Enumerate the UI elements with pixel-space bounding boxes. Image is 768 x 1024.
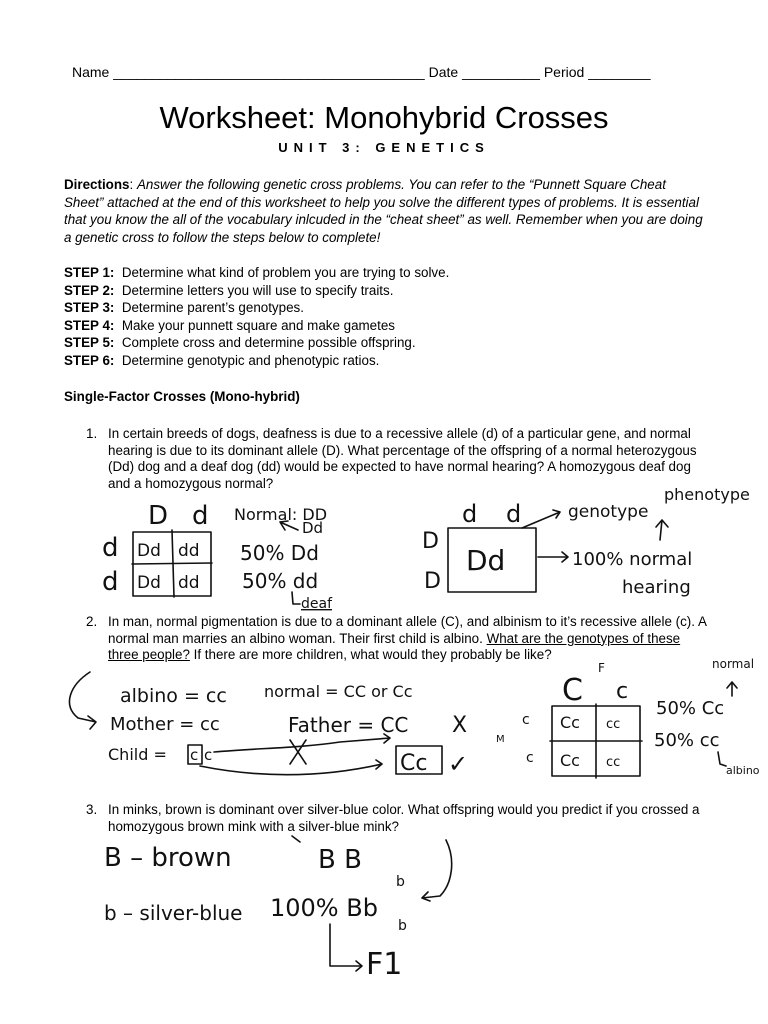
directions-text: Answer the following genetic cross problems. You can refer to the “Punnett Square Cheat Sheet” attached at the end of this worksheet to help you solve the different types of problems. It is essential that you know the all of the vocabulary inlcuded in the “cheat sheet” as well. Remember when you are doing a genetic cross to follow the steps below to complete! xyxy=(64,177,703,245)
q1-result-2: hearing xyxy=(622,577,691,598)
question-2 xyxy=(86,614,708,664)
q2-bracket-arrow xyxy=(69,672,96,729)
q3-b2: b xyxy=(398,918,407,934)
q2-answer: Cc xyxy=(400,751,428,776)
step-label: STEP 4: xyxy=(64,317,115,333)
q3-silver: b – silver-blue xyxy=(104,901,243,925)
steps-list xyxy=(64,264,449,370)
question-text: In certain breeds of dogs, deafness is due to a recessive allele (d) of a particular gene, and normal hearing is due to its dominant allele (D). What percentage of the offspring of a normal heterozygous (Dd) dog and a deaf dog (dd) would be expected to have normal hearing? A homozygous deaf dog and a homozygous normal? xyxy=(108,426,697,491)
question-text-part: If there are more children, what would they probably be like? xyxy=(189,647,552,663)
step-text: Complete cross and determine possible offspring. xyxy=(121,335,416,351)
period-label: Period xyxy=(543,64,585,80)
step-2 xyxy=(64,282,449,300)
q1-normal-note-sub: Dd xyxy=(302,519,324,537)
section-title: Single-Factor Crosses (Mono-hybrid) xyxy=(64,389,300,404)
q1-top-allele: d xyxy=(192,501,209,531)
q1-cell: Dd xyxy=(137,573,161,593)
q1-cell: Dd xyxy=(137,541,161,561)
q1-square2-top-allele: d xyxy=(506,500,522,528)
q1-phenotype-arrow xyxy=(656,520,668,540)
q2-albino-note: albino xyxy=(726,764,760,777)
q1-square2-cell: Dd xyxy=(466,544,506,577)
q2-normal: normal = CC or Cc xyxy=(264,682,413,701)
step-1 xyxy=(64,264,449,282)
q3-top-alleles: B B xyxy=(318,845,362,875)
q2-child-tail: c xyxy=(204,746,213,764)
name-label: Name xyxy=(72,64,110,80)
q2-cross-mark xyxy=(290,740,306,764)
step-label: STEP 3: xyxy=(64,300,115,316)
q1-square-divider xyxy=(132,563,212,564)
q1-cell: dd xyxy=(178,541,200,561)
question-text-part: In man, normal pigmentation is due to a dominant allele (C), and albinism to it’s recessive allele (c). A normal man marries an albino woman. Their first child is albino. xyxy=(108,614,707,646)
step-text: Determine what kind of problem you are trying to solve. xyxy=(121,265,450,280)
q2-cell: Cc xyxy=(560,751,580,770)
question-text xyxy=(108,614,708,664)
step-label: STEP 5: xyxy=(64,335,115,351)
question-text: In minks, brown is dominant over silver-blue color. What offspring would you predict if you crossed a homozygous brown mink with a silver-blue mink? xyxy=(108,802,700,834)
q1-square-divider xyxy=(172,530,174,597)
question-number: 2. xyxy=(86,614,98,629)
step-5 xyxy=(64,334,449,352)
question-number: 3. xyxy=(86,802,98,817)
unit-subtitle: UNIT 3: GENETICS xyxy=(278,140,490,155)
q2-cell: cc xyxy=(606,717,621,732)
q2-punnett-square xyxy=(496,661,642,778)
q1-deaf-arrow xyxy=(292,592,300,604)
q1-cell: dd xyxy=(178,573,200,593)
date-label: Date xyxy=(428,64,459,80)
q1-ratio-2: 50% dd xyxy=(242,569,319,593)
q2-side-allele: c xyxy=(526,750,534,766)
q2-child-box-letter: c xyxy=(190,746,199,764)
q1-punnett-square-2 xyxy=(422,500,536,594)
q2-side-allele: c xyxy=(522,712,530,728)
q2-normal-arrow xyxy=(727,682,737,696)
q2-ratio-2: 50% cc xyxy=(654,730,720,751)
step-label: STEP 2: xyxy=(64,282,115,298)
question-3 xyxy=(86,802,708,835)
q2-child: Child = xyxy=(108,745,167,764)
q2-m-label: M xyxy=(496,734,505,745)
step-text: Determine parent’s genotypes. xyxy=(121,300,304,316)
step-3 xyxy=(64,299,449,317)
q1-punnett-square-1 xyxy=(102,501,212,597)
q2-arrow-2 xyxy=(200,760,382,775)
q1-side-allele: d xyxy=(102,533,119,563)
q1-genotype-label: genotype xyxy=(568,502,649,522)
q2-cell: cc xyxy=(606,755,621,770)
q1-deaf-label: deaf xyxy=(301,596,333,612)
q2-f-label: F xyxy=(598,661,605,675)
q2-child-box xyxy=(188,745,202,764)
q2-mother: Mother = cc xyxy=(110,714,220,735)
question-1 xyxy=(86,426,708,492)
q2-ratio-1: 50% Cc xyxy=(656,698,725,719)
date-blank: __________ xyxy=(462,64,540,80)
directions-paragraph: Directions: Answer the following genetic cross problems. You can refer to the “Punnett Square Cheat Sheet” attached at the end of this worksheet to help you solve the different types of problems. It is essential that you know the all of the vocabulary inlcuded in the “cheat sheet” as well. Remember when you are doing a genetic cross to follow the steps below to complete! xyxy=(64,177,703,245)
q1-result-arrow xyxy=(538,552,568,562)
q3-b1: b xyxy=(396,874,405,890)
question-number: 1. xyxy=(86,426,98,441)
q2-albino: albino = cc xyxy=(120,685,227,707)
step-6 xyxy=(64,352,449,370)
q1-note-arrow xyxy=(280,521,298,530)
q1-result: 100% normal xyxy=(572,549,693,570)
q2-cell: Cc xyxy=(560,713,580,732)
q1-square2-side-allele: D xyxy=(424,569,441,594)
q1-square2-top-allele: d xyxy=(462,500,478,528)
step-text: Determine genotypic and phenotypic ratios. xyxy=(121,352,380,368)
q1-phenotype-label: phenotype xyxy=(664,485,750,504)
step-text: Determine letters you will use to specify traits. xyxy=(121,282,394,298)
q1-genotype-arrow xyxy=(522,510,560,528)
question-text-underlined: What are the genotypes of these three people? xyxy=(108,630,681,663)
step-label: STEP 1: xyxy=(64,265,115,280)
q3-tick xyxy=(292,836,300,842)
q2-top-allele: c xyxy=(616,679,629,704)
q2-answer-box xyxy=(396,746,442,774)
q2-albino-arrow xyxy=(718,752,726,766)
q1-normal-note: Normal: DD xyxy=(234,505,328,524)
directions-label: Directions xyxy=(64,177,130,192)
q2-check: ✓ xyxy=(448,750,469,778)
q1-ratio-1: 50% Dd xyxy=(240,541,319,565)
q3-ratio: 100% Bb xyxy=(270,894,378,922)
q1-square2-outline xyxy=(448,528,536,592)
q2-square-outline xyxy=(552,706,640,776)
q3-f1-arrow xyxy=(330,924,362,971)
q1-square-outline xyxy=(133,532,211,596)
q1-side-allele: d xyxy=(102,567,119,597)
q3-f1: F1 xyxy=(366,947,403,982)
q2-arrow-1 xyxy=(214,734,390,752)
period-blank: ________ xyxy=(588,64,651,80)
q1-top-allele: D xyxy=(148,501,169,531)
q2-father-x: X xyxy=(452,713,468,738)
q1-square2-side-allele: D xyxy=(422,529,439,554)
step-text: Make your punnett square and make gametes xyxy=(121,317,395,333)
q3-brown: B – brown xyxy=(104,843,232,873)
step-4 xyxy=(64,317,449,335)
worksheet-title: Worksheet: Monohybrid Crosses xyxy=(159,100,609,135)
q3-arrow xyxy=(422,840,452,901)
header-line xyxy=(72,64,650,80)
step-label: STEP 6: xyxy=(64,352,115,368)
q2-father: Father = CC xyxy=(288,713,409,737)
q2-top-allele: C xyxy=(562,673,583,708)
q2-normal-note: normal xyxy=(712,657,755,671)
name-blank: ________________________________________ xyxy=(113,64,425,80)
